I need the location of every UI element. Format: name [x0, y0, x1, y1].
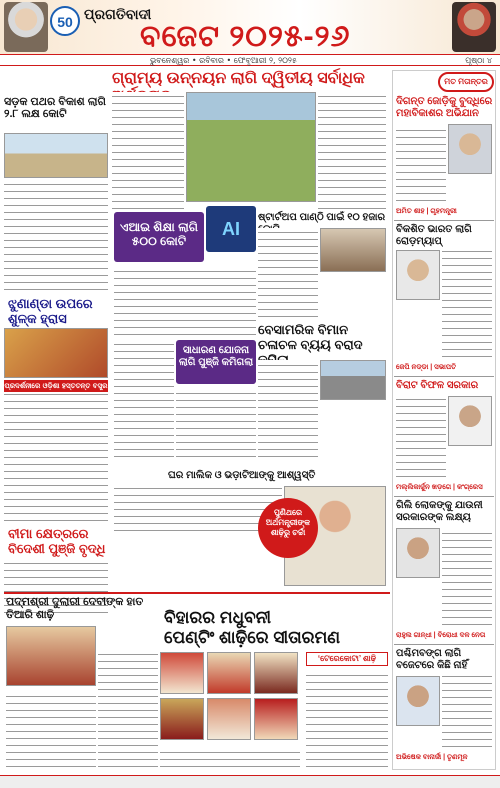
village-photo — [186, 92, 316, 202]
ai-box-label: ଏଆଇ ଶିକ୍ଷା ଲାଗି ୫୦୦ କୋଟି — [120, 220, 198, 248]
terracotta-body — [306, 670, 388, 770]
saree-photo-grid — [160, 652, 300, 742]
sidebar-item-4-photo — [396, 528, 440, 578]
pottery-headline: ଘର ମାଲିକ ଓ ଭଡ଼ାଟିଆଙ୍କୁ ଆଶ୍ୱସ୍ତି — [168, 470, 316, 481]
main-headline: ଗ୍ରାମ୍ୟ ଉନ୍ନୟନ ଲାଗି ଦ୍ୱିତୀୟ ସର୍ବାଧିକ — [112, 70, 365, 87]
sidebar-item-2-photo — [396, 250, 440, 300]
sidebar-divider — [394, 496, 494, 497]
photo-caption: ପ୍ରଦର୍ଶନୀରେ ଓଡ଼ିଶା ହସ୍ତତନ୍ତ ବସ୍ତ୍ର — [4, 382, 108, 390]
bottom-left-body — [6, 690, 96, 770]
aviation-headline: ବେସାମରିକ ବିମାନ ଚଳାଚଳ ବ୍ୟୟ ବରାଦ — [258, 322, 363, 352]
weaver-photo — [6, 626, 96, 686]
brand-name: ପ୍ରଗତିବାଦୀ — [84, 6, 152, 22]
pottery-body — [114, 486, 282, 534]
masthead-portrait-left — [4, 2, 48, 52]
sidebar-item-5-headline: ପଶ୍ଚିମବଙ୍ଗ ଲାଗି ବଜେଟରେ କିଛି ନାହିଁ — [396, 648, 468, 671]
left-top-headline: ସଡ଼କ ପଥର ବିକାଶ ଲାଗି ୨.୮ ଲକ୍ଷ କୋଟି — [4, 96, 106, 120]
bottom-left-headline: ପଦ୍ମଶ୍ରୀ ଦୁଲାରୀ ଦେବୀଙ୍କ ହାତ ତିଆରି ଶାଢ଼ି — [6, 596, 144, 621]
airport-photo — [320, 360, 386, 400]
dateline-bar — [0, 54, 500, 66]
ai-box — [114, 212, 204, 262]
budget-banner: ବଜେଟ ୨୦୨୫-୨୬ — [140, 20, 351, 53]
saree-grid-body — [160, 746, 300, 770]
left-headline-3: ବୀମା କ୍ଷେତ୍ରରେ ବିଦେଶୀ ପୁଞ୍ଜି ବୃଦ୍ଧି — [8, 526, 106, 556]
sidebar-item-4-credit: ରାହୁଲ ଗାନ୍ଧୀ | ବିରୋଧୀ ଦଳ ନେତା — [396, 632, 486, 639]
dateline: ଭୁବନେଶ୍ୱର • ରବିବାର • ଫେବୃଆରୀ ୨, ୨୦୨୫ — [150, 56, 297, 65]
sidebar-tag: ମତ ମତାନ୍ତର — [438, 72, 494, 92]
saree-photo — [254, 652, 298, 694]
general-scheme-box — [176, 340, 256, 384]
general-scheme-label: ସାଧାରଣ ଯୋଜନା ଲାଗି ପୁଞ୍ଜି କମିଗଲା — [178, 345, 254, 368]
saree-photo — [207, 652, 251, 694]
bottom-left-body-col2 — [98, 650, 158, 770]
sidebar-item-2-credit: ଜେପି ନଡ୍ଡା | ସଭାପତି — [396, 364, 457, 371]
startup-body — [258, 228, 318, 320]
startup-headline: ଷ୍ଟାର୍ଟଅପ ପାଣ୍ଠି ପାଇଁ ୧୦ ହଜାର — [258, 212, 386, 223]
sidebar-divider — [394, 644, 494, 645]
sidebar-item-3-credit: ମଲ୍ଲିକାର୍ଜୁନ ଖଡ଼ଗେ | କଂଗ୍ରେସ — [396, 484, 483, 491]
sidebar-item-2-headline: ବିକଶିତ ଭାରତ ଲାଗି ରୋଡ଼ମ୍ୟାପ୍ — [396, 224, 472, 247]
page-number: ପୃଷ୍ଠା ୪ — [465, 56, 492, 65]
saree-photo — [160, 698, 204, 740]
terracotta-label: ‘ଟେରେକୋଟା’ ଶାଢ଼ି — [306, 652, 388, 666]
gift-label: ପୁଣିଥରେ ଅର୍ଥମନ୍ତ୍ରୀଙ୍କ ଶାଢ଼ିରୁ ଚର୍ଚ୍ଚା — [258, 498, 318, 558]
center-article-col1 — [112, 92, 184, 212]
bottom-center-headline-1: ବିହାରର ମଧୁବନୀ — [164, 608, 272, 627]
sidebar-item-5-credit: ଅଭିଷେକ ବାନାର୍ଜୀ | ତୃଣମୂଳ — [396, 754, 468, 761]
section-rule — [4, 592, 390, 594]
left-headline-2: ଝୁଣାଣ୍ଡା ଉପରେ ଶୁଳ୍କ ହ୍ରାସ — [8, 296, 93, 326]
sidebar-item-1-credit: ଅମିତ ଶାହ | ଗୃହମନ୍ତ୍ରୀ — [396, 208, 457, 215]
sidebar-item-4-headline: ଗିଲି ଲୋକଙ୍କୁ ଯାଉନୀ ସରକାରଙ୍କ ଲକ୍ଷ୍ୟ — [396, 500, 483, 523]
masthead-portrait-right — [452, 2, 496, 52]
sidebar-item-5-photo — [396, 676, 440, 726]
anniversary-logo: 50 — [50, 6, 80, 36]
sidebar-item-3-photo — [448, 396, 492, 446]
highway-photo — [4, 133, 108, 178]
left-article-2-body — [4, 394, 108, 524]
ai-article-body — [114, 266, 256, 338]
handloom-photo — [4, 328, 108, 378]
sidebar-divider — [394, 376, 494, 377]
sidebar-item-1-headline: ଦିଗନ୍ତ ଜୋଡ଼ିକୁ ବୁଦ୍ଧିରେ ମହାବିକାଶର ଅଭିଯାନ — [396, 96, 493, 119]
sidebar-item-4-body — [442, 528, 492, 628]
saree-photo — [207, 698, 251, 740]
center-article-2-body — [114, 340, 174, 460]
saree-photo — [254, 698, 298, 740]
sidebar-divider — [394, 220, 494, 221]
sidebar-item-2-body — [442, 250, 492, 360]
workshop-photo — [320, 228, 386, 272]
sidebar-item-1-body — [396, 124, 446, 204]
left-article-1-body — [4, 181, 108, 293]
bottom-center-headline-2: ପେଣ୍ଟିଂ ଶାଢ଼ିରେ ସୀତାରମଣ — [164, 628, 341, 647]
aviation-body — [258, 360, 318, 460]
sidebar-item-3-body — [396, 396, 446, 480]
sidebar-item-1-photo — [448, 124, 492, 174]
footer-bar — [0, 775, 500, 788]
saree-photo — [160, 652, 204, 694]
center-article-3-body — [176, 388, 256, 460]
center-article-col3 — [318, 92, 386, 212]
sidebar-item-5-body — [442, 676, 492, 750]
ai-chip-icon: AI — [206, 206, 256, 252]
sidebar-item-3-headline: ବିରାଟ ବିଫଳ ସରକାର — [396, 380, 479, 391]
